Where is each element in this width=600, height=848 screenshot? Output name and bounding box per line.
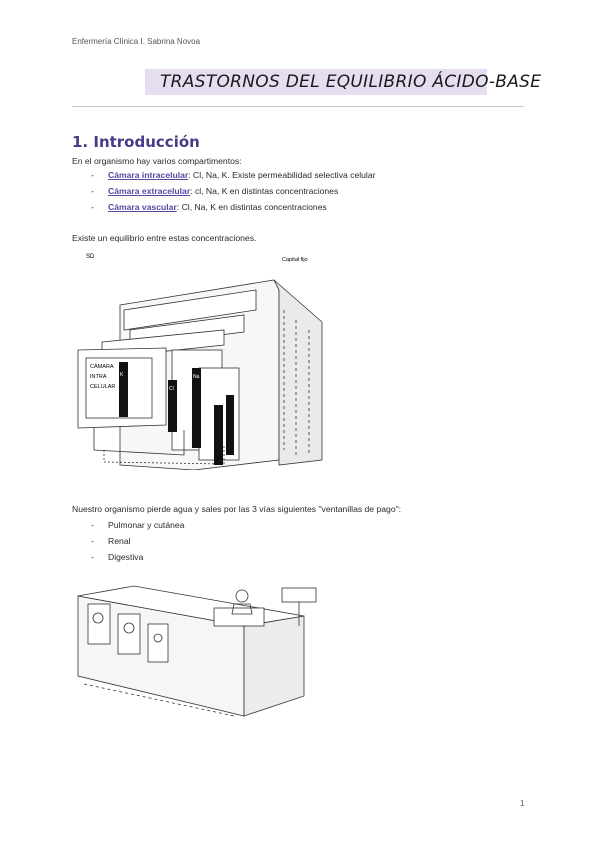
term: Cámara vascular [108, 202, 177, 212]
equilibrium-paragraph: Existe un equilibrio entre estas concentraciones. [72, 233, 257, 243]
route-text: Digestiva [108, 552, 144, 562]
compartments-illustration [74, 250, 344, 470]
list-item-vascular: - Cámara vascular: Cl, Na, K en distintas concentraciones [91, 202, 327, 212]
payment-windows-illustration [74, 566, 336, 736]
page-number: 1 [520, 799, 525, 808]
svg-text:Na: Na [193, 374, 200, 380]
term-rest: : Cl, Na, K en distintas concentraciones [176, 202, 327, 212]
section-heading: 1. Introducción [72, 133, 200, 151]
intro-paragraph: En el organismo hay varios compartimentos: [72, 156, 242, 166]
term-rest: : cl, Na, K en distintas concentraciones [190, 186, 339, 196]
term: Cámara intracelular [108, 170, 189, 180]
figure-label-sd: SD [86, 254, 95, 260]
svg-text:K: K [120, 372, 124, 378]
term-rest: : Cl, Na, K. Existe permeabilidad selectiva celular [188, 170, 376, 180]
route-text: Pulmonar y cutánea [108, 520, 185, 530]
header-note: Enfermería Clínica I. Sabrina Novoa [72, 37, 201, 46]
figure-label-capital: Capital fijo [282, 257, 308, 263]
list-item-route: - Digestiva [91, 552, 144, 562]
chamber-label-line: CELULAR [90, 384, 116, 390]
term: Cámara extracelular [108, 186, 191, 196]
svg-text:Cl: Cl [169, 386, 174, 392]
list-item-extracelular: - Cámara extracelular: cl, Na, K en distintas concentraciones [91, 186, 339, 196]
title-divider [72, 106, 524, 107]
loss-paragraph: Nuestro organismo pierde agua y sales por las 3 vías siguientes "ventanillas de pago": [72, 504, 402, 514]
chamber-label-line: INTRA [90, 374, 107, 380]
route-text: Renal [108, 536, 131, 546]
list-item-route: - Pulmonar y cutánea [91, 520, 185, 530]
list-item-intracelular: - Cámara intracelular: Cl, Na, K. Existe permeabilidad selectiva celular [91, 170, 376, 180]
list-item-route: - Renal [91, 536, 131, 546]
chamber-label-line: CÁMARA [90, 364, 114, 370]
page-title: TRASTORNOS DEL EQUILIBRIO ÁCIDO-BASE [160, 72, 542, 92]
